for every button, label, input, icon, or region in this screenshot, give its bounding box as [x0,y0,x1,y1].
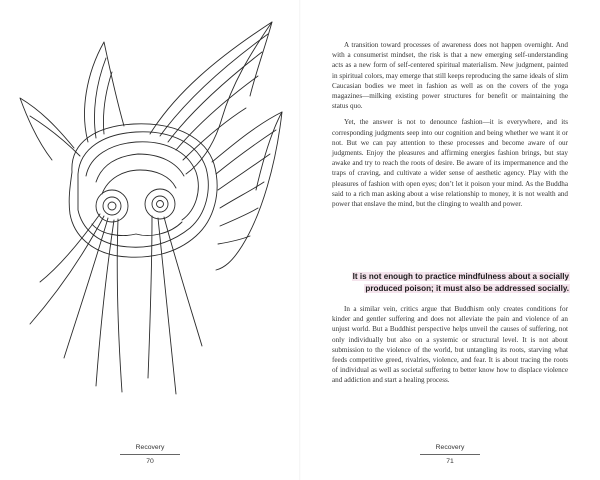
right-page-footer [420,444,480,467]
right-footer-section: Recovery [420,444,480,455]
paragraph-3: In a similar vein, critics argue that Buddhism only creates conditions for kinder and gentler suffering and does not alleviate the pain and violence of an unjust world. But a Buddhist perspective helps unveil the causes of suffering, not only individually but also on a systemic or structural level. It is not about submission to the violence of the world, but untangling its roots, starving what feeds competitive greed, rivalries, violence, and fear. It is about tracing the roots of individual as well as societal suffering to better know how to displace violence and addiction and start a healing process. [332,305,568,385]
pull-quote [330,271,570,294]
paragraph-1: A transition toward processes of awareness does not happen overnight. And with a consumerist mindset, the risk is that a new emerging self-understanding acts as a new form of self-centered spiritual materialism. New judgment, painted in spiritual colors, may emerge that still keeps reproducing the same ideals of slim Caucasian bodies we meet in fashion as well as on the covers of the yoga magazines—milking existing power structures for benefit or maintaining the status quo. [332,41,568,111]
closing-paragraph-block [332,304,568,386]
owl-sketch-illustration [0,14,300,434]
pull-quote-text: It is not enough to practice mindfulness about a socially produced poison; it must also be addressed socially. [352,272,569,293]
left-page-number: 70 [146,458,154,465]
right-page-number: 71 [446,458,454,465]
left-page-footer [120,444,180,467]
right-page-body [332,40,568,209]
left-footer-section: Recovery [120,444,180,455]
paragraph-2: Yet, the answer is not to denounce fashion—it is everywhere, and its corresponding judgments seep into our cognition and being whether we want it or not. But we can pay attention to these processes and become aware of our judgments. Enjoy the pleasures and affirming energies fashion brings, but stay awake and try to reach the roots of desire. Be aware of its impermanence and the traps of craving, and cultivate a wider sense of aesthetic agency. Play with the pleasures of fashion with open eyes; don’t let it poison your mind. As the Buddha said to a rich man asking about a wise relationship to money, it is not wealth and power that enslave the mind, but the clinging to wealth and power. [332,118,568,209]
